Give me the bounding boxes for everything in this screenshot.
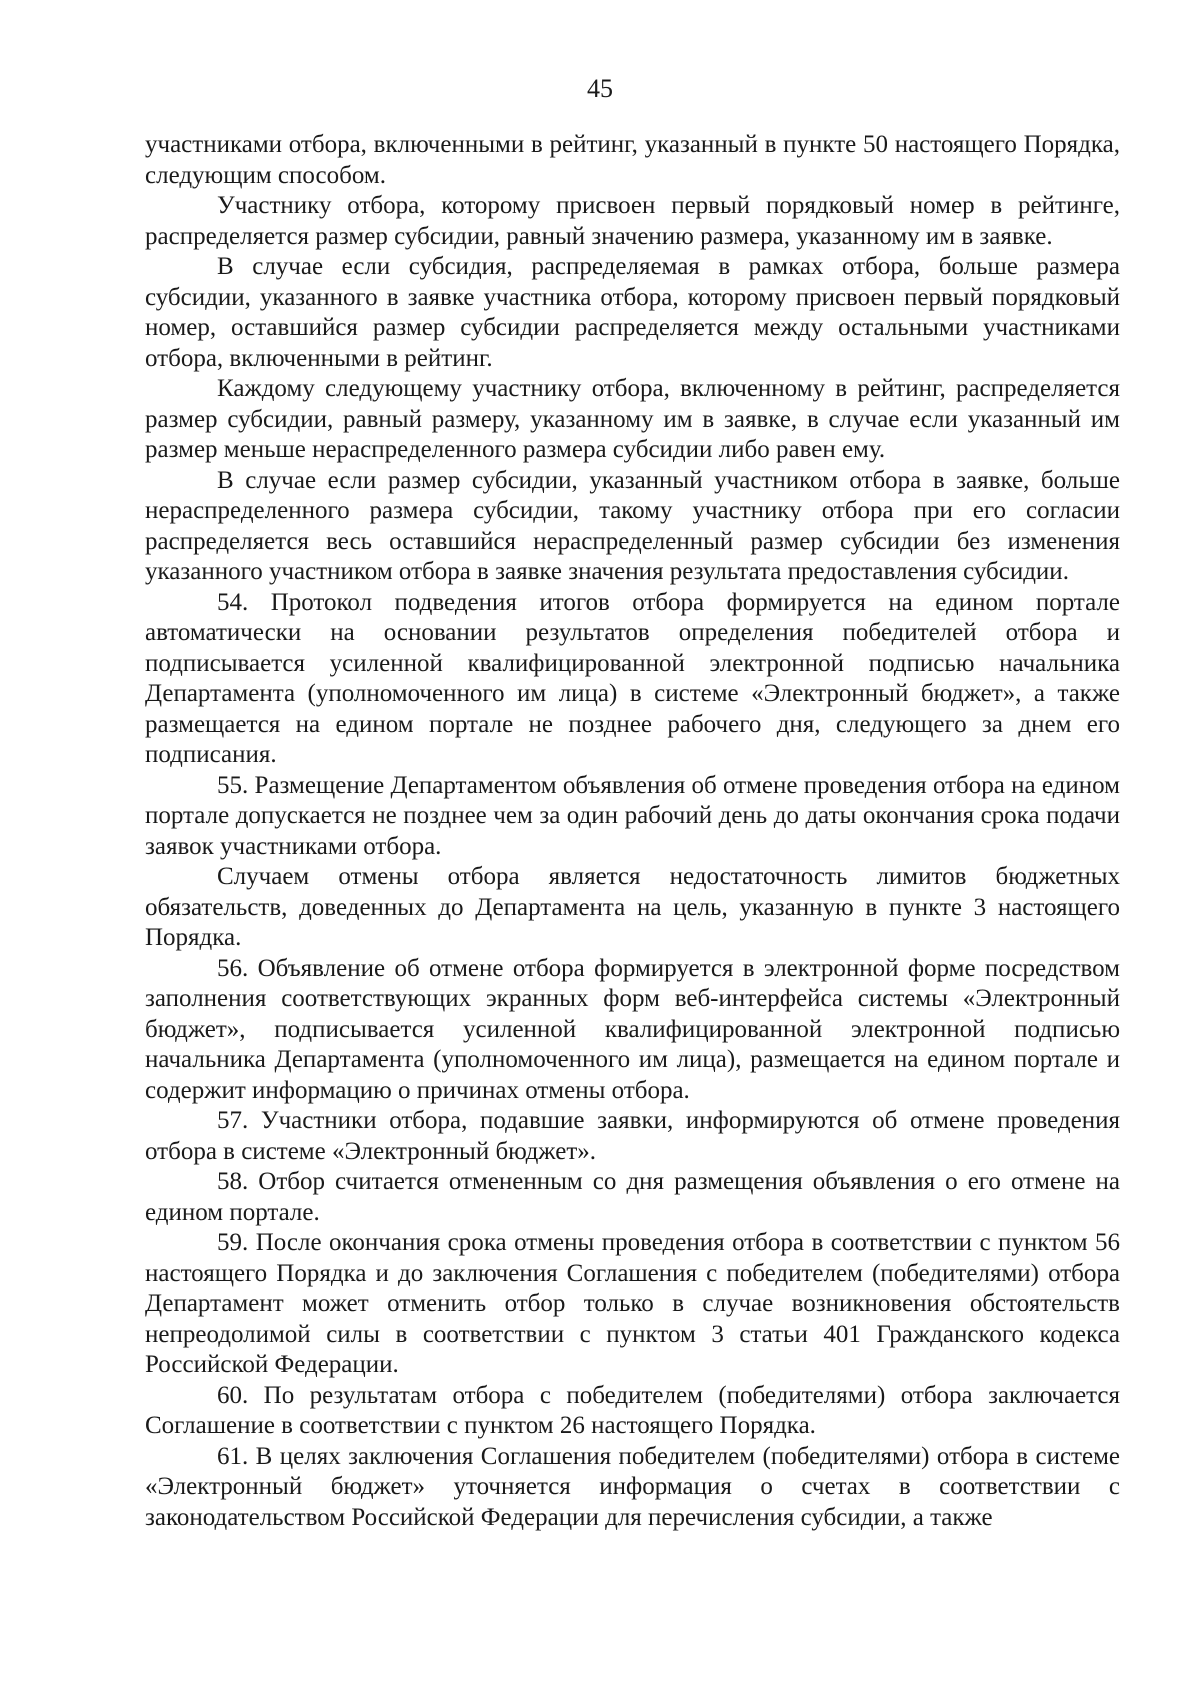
paragraph-item-59: 59. После окончания срока отмены проведения отбора в соответствии с пунктом 56 настоящего Порядка и до заключения Соглашения с победителем (победителями) отбора Департамент может отменить отбор только в случае возникновения обстоятельств непреодолимой силы в соответствии с пунктом 3 статьи 401 Гражданского кодекса Российской Федерации. <box>145 1229 1120 1378</box>
document-body <box>145 130 1120 1533</box>
paragraph-item-58: 58. Отбор считается отмененным со дня размещения объявления о его отмене на едином портале. <box>145 1168 1120 1226</box>
paragraph-item-57: 57. Участники отбора, подавшие заявки, информируются об отмене проведения отбора в системе «Электронный бюджет». <box>145 1107 1120 1165</box>
paragraph-item-60: 60. По результатам отбора с победителем (победителями) отбора заключается Соглашение в соответствии с пунктом 26 настоящего Порядка. <box>145 1381 1120 1439</box>
paragraph-next-participant: Каждому следующему участнику отбора, включенному в рейтинг, распределяется размер субсидии, равный размеру, указанному им в заявке, в случае если указанный им размер меньше нераспределенного размера субсидии либо равен ему. <box>145 375 1120 463</box>
paragraph-first-participant: Участнику отбора, которому присвоен первый порядковый номер в рейтинге, распределяется размер субсидии, равный значению размера, указанному им в заявке. <box>145 192 1120 250</box>
paragraph-item-56: 56. Объявление об отмене отбора формируется в электронной форме посредством заполнения соответствующих экранных форм веб-интерфейса системы «Электронный бюджет», подписывается усиленной квалифицированной электронной подписью начальника Департамента (уполномоченного им лица), размещается на едином портале и содержит информацию о причинах отмены отбора. <box>145 954 1120 1104</box>
paragraph-remaining-subsidy: В случае если субсидия, распределяемая в рамках отбора, больше размера субсидии, указанного в заявке участника отбора, которому присвоен первый порядковый номер, оставшийся размер субсидии распределяется между остальными участниками отбора, включенными в рейтинг. <box>145 253 1120 372</box>
page-number: 45 <box>587 74 613 103</box>
paragraph-item-61: 61. В целях заключения Соглашения победителем (победителями) отбора в системе «Электронный бюджет» уточняется информация о счетах в соответствии с законодательством Российской Федерации для перечисления субсидии, а также <box>145 1442 1120 1531</box>
paragraph-continuation: участниками отбора, включенными в рейтинг, указанный в пункте 50 настоящего Порядка, следующим способом. <box>145 131 1120 189</box>
paragraph-cancellation-case: Случаем отмены отбора является недостаточность лимитов бюджетных обязательств, доведенных до Департамента на цель, указанную в пункте 3 настоящего Порядка. <box>145 863 1120 951</box>
paragraph-item-54: 54. Протокол подведения итогов отбора формируется на едином портале автоматически на основании результатов определения победителей отбора и подписывается усиленной квалифицированной электронной подписью начальника Департамента (уполномоченного им лица) в системе «Электронный бюджет», а также размещается на едином портале не позднее рабочего дня, следующего за днем его подписания. <box>145 588 1120 768</box>
paragraph-item-55: 55. Размещение Департаментом объявления об отмене проведения отбора на едином портале допускается не позднее чем за один рабочий день до даты окончания срока подачи заявок участниками отбора. <box>145 771 1120 860</box>
paragraph-exceeding-amount: В случае если размер субсидии, указанный участником отбора в заявке, больше нераспределенного размера субсидии, такому участнику отбора при его согласии распределяется весь оставшийся нераспределенный размер субсидии без изменения указанного участником отбора в заявке значения результата предоставления субсидии. <box>145 466 1120 585</box>
